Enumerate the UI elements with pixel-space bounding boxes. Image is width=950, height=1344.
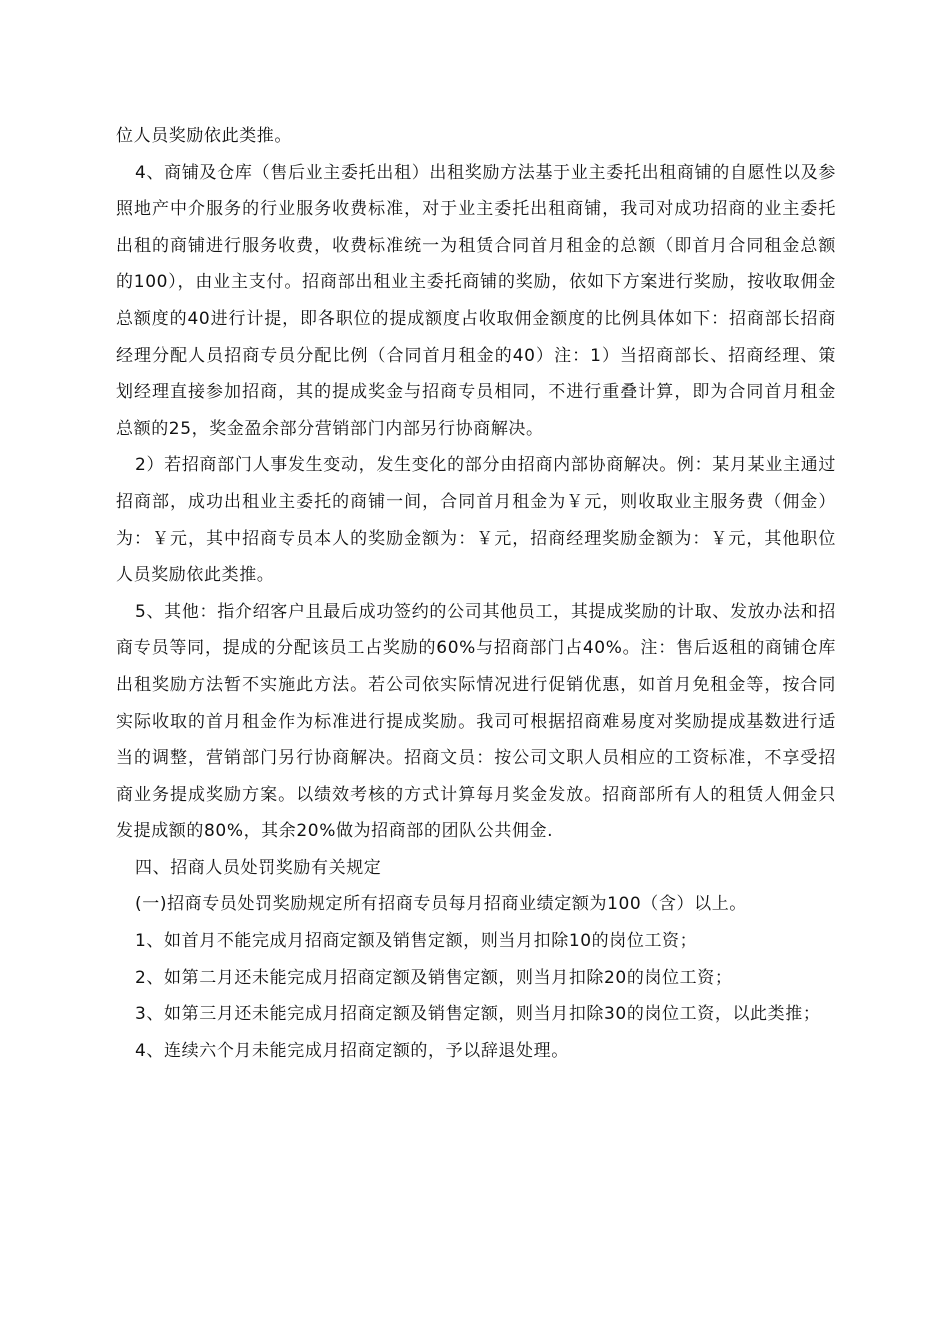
paragraph-item-4-shop-rental: 4、商铺及仓库（售后业主委托出租）出租奖励方法基于业主委托出租商铺的自愿性以及参照地产中介服务的行业服务收费标准，对于业主委托出租商铺，我司对成功招商的业主委托出租的商铺进行服务收费，收费标准统一为租赁合同首月租金的总额（即首月合同租金总额的100），由业主支付。招商部出租业主委托商铺的奖励，依如下方案进行奖励，按收取佣金总额度的40进行计提，即各职位的提成额度占收取佣金额度的比例具体如下：招商部长招商经理分配人员招商专员分配比例（合同首月租金的40）注：1）当招商部长、招商经理、策划经理直接参加招商，其的提成奖金与招商专员相同，不进行重叠计算，即为合同首月租金总额的25，奖金盈余部分营销部门内部另行协商解决。 <box>116 162 836 439</box>
rule-item-2: 2、如第二月还未能完成月招商定额及销售定额，则当月扣除20的岗位工资； <box>135 967 733 988</box>
rule-item-4: 4、连续六个月未能完成月招商定额的，予以辞退处理。 <box>135 1040 569 1061</box>
rule-item-3: 3、如第三月还未能完成月招商定额及销售定额，则当月扣除30的岗位工资，以此类推； <box>135 1004 821 1025</box>
paragraph-note-2-personnel-change: 2）若招商部门人事发生变动，发生变化的部分由招商内部协商解决。例：某月某业主通过招商部，成功出租业主委托的商铺一间，合同首月租金为￥元，则收取业主服务费（佣金）为：￥元，其中招商专员本人的奖励金额为：￥元，招商经理奖励金额为：￥元，其他职位人员奖励依此类推。 <box>116 455 836 586</box>
subsection-commissioner-rules: (一)招商专员处罚奖励规定所有招商专员每月招商业绩定额为100（含）以上。 <box>135 894 747 915</box>
paragraph-item-5-other: 5、其他：指介绍客户且最后成功签约的公司其他员工，其提成奖励的计取、发放办法和招商专员等同，提成的分配该员工占奖励的60%与招商部门占40%。注：售后返租的商铺仓库出租奖励方法暂不实施此方法。若公司依实际情况进行促销优惠，如首月免租金等，按合同实际收取的首月租金作为标准进行提成奖励。我司可根据招商难易度对奖励提成基数进行适当的调整，营销部门另行协商解决。招商文员：按公司文职人员相应的工资标准，不享受招商业务提成奖励方案。以绩效考核的方式计算每月奖金发放。招商部所有人的租赁人佣金只发提成额的80%，其余20%做为招商部的团队公共佣金. <box>116 601 836 842</box>
rule-item-1: 1、如首月不能完成月招商定额及销售定额，则当月扣除10的岗位工资； <box>135 931 698 952</box>
document-body <box>116 118 836 1069</box>
paragraph-continuation: 位人员奖励依此类推。 <box>116 126 292 146</box>
section-heading-penalty-rules: 四、招商人员处罚奖励有关规定 <box>135 857 382 878</box>
